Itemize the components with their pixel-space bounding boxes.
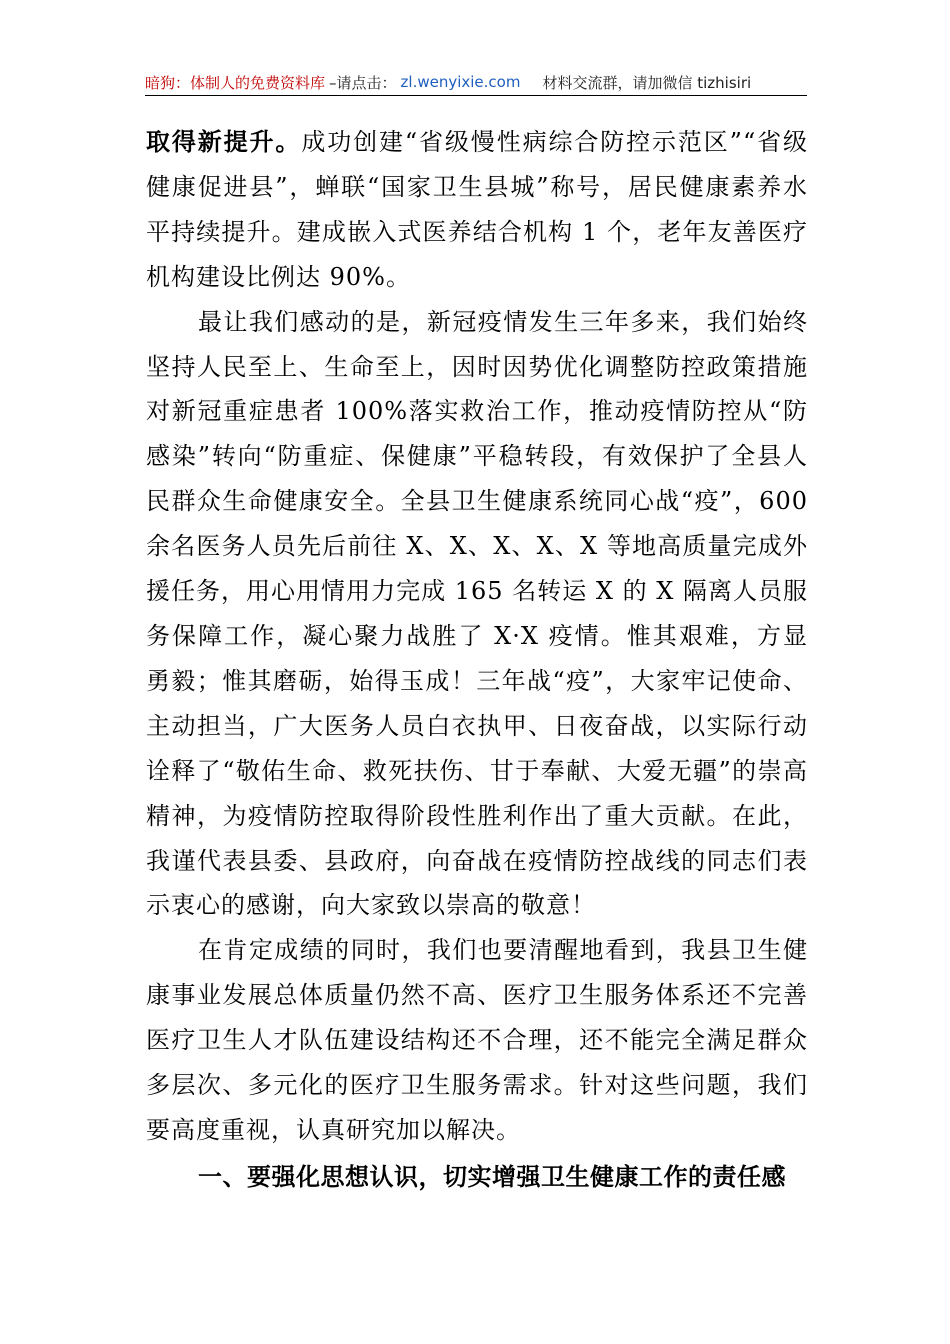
paragraph-3: 在肯定成绩的同时，我们也要清醒地看到，我县卫生健康事业发展总体质量仍然不高、医疗卫生服务体系还不完善医疗卫生人才队伍建设结构还不合理，还不能完全满足群众多层次、多元化的医疗卫生服务需求。针对这些问题，我们要高度重视，认真研究加以解决。 bbox=[146, 936, 808, 1144]
header-url-link[interactable]: zl.wenyixie.com bbox=[400, 73, 521, 91]
document-body bbox=[146, 120, 808, 1199]
paragraph-2: 最让我们感动的是，新冠疫情发生三年多来，我们始终坚持人民至上、生命至上，因时因势优化调整防控政策措施对新冠重症患者 100%落实救治工作，推动疫情防控从“防感染”转向“防重症、保健康”平稳转段，有效保护了全县人民群众生命健康安全。全县卫生健康系统同心战“疫”，600 余名医务人员先后前往 X、X、X、X、X 等地高质量完成外援任务，用心用情用力完成 165 名转运 X 的 X 隔离人员服务保障工作，凝心聚力战胜了 X·X 疫情。惟其艰难，方显勇毅；惟其磨砺，始得玉成！三年战“疫”，大家牢记使命、主动担当，广大医务人员白衣执甲、日夜奋战，以实际行动诠释了“敬佑生命、救死扶伤、甘于奉献、大爱无疆”的崇高精神，为疫情防控取得阶段性胜利作出了重大贡献。在此，我谨代表县委、县政府，向奋战在疫情防控战线的同志们表示衷心的感谢，向大家致以崇高的敬意！ bbox=[146, 307, 808, 920]
page-header bbox=[145, 70, 807, 94]
paragraph-1 bbox=[146, 120, 808, 300]
header-divider bbox=[145, 95, 807, 96]
header-site-name: 暗狗：体制人的免费资料库 bbox=[145, 73, 326, 92]
header-click-prompt: –请点击： bbox=[329, 73, 397, 92]
header-wechat-note: 材料交流群，请加微信 tizhisiri bbox=[542, 73, 752, 92]
section-heading-1: 一、要强化思想认识，切实增强卫生健康工作的责任感 bbox=[198, 1162, 786, 1191]
paragraph-1-lead: 取得新提升。 bbox=[146, 128, 302, 156]
paragraph-1-body: 成功创建“省级慢性病综合防控示范区”“省级健康促进县”，蝉联“国家卫生县城”称号，居民健康素养水平持续提升。建成嵌入式医养结合机构 1 个，老年友善医疗机构建设比例达 90%。 bbox=[146, 128, 808, 291]
